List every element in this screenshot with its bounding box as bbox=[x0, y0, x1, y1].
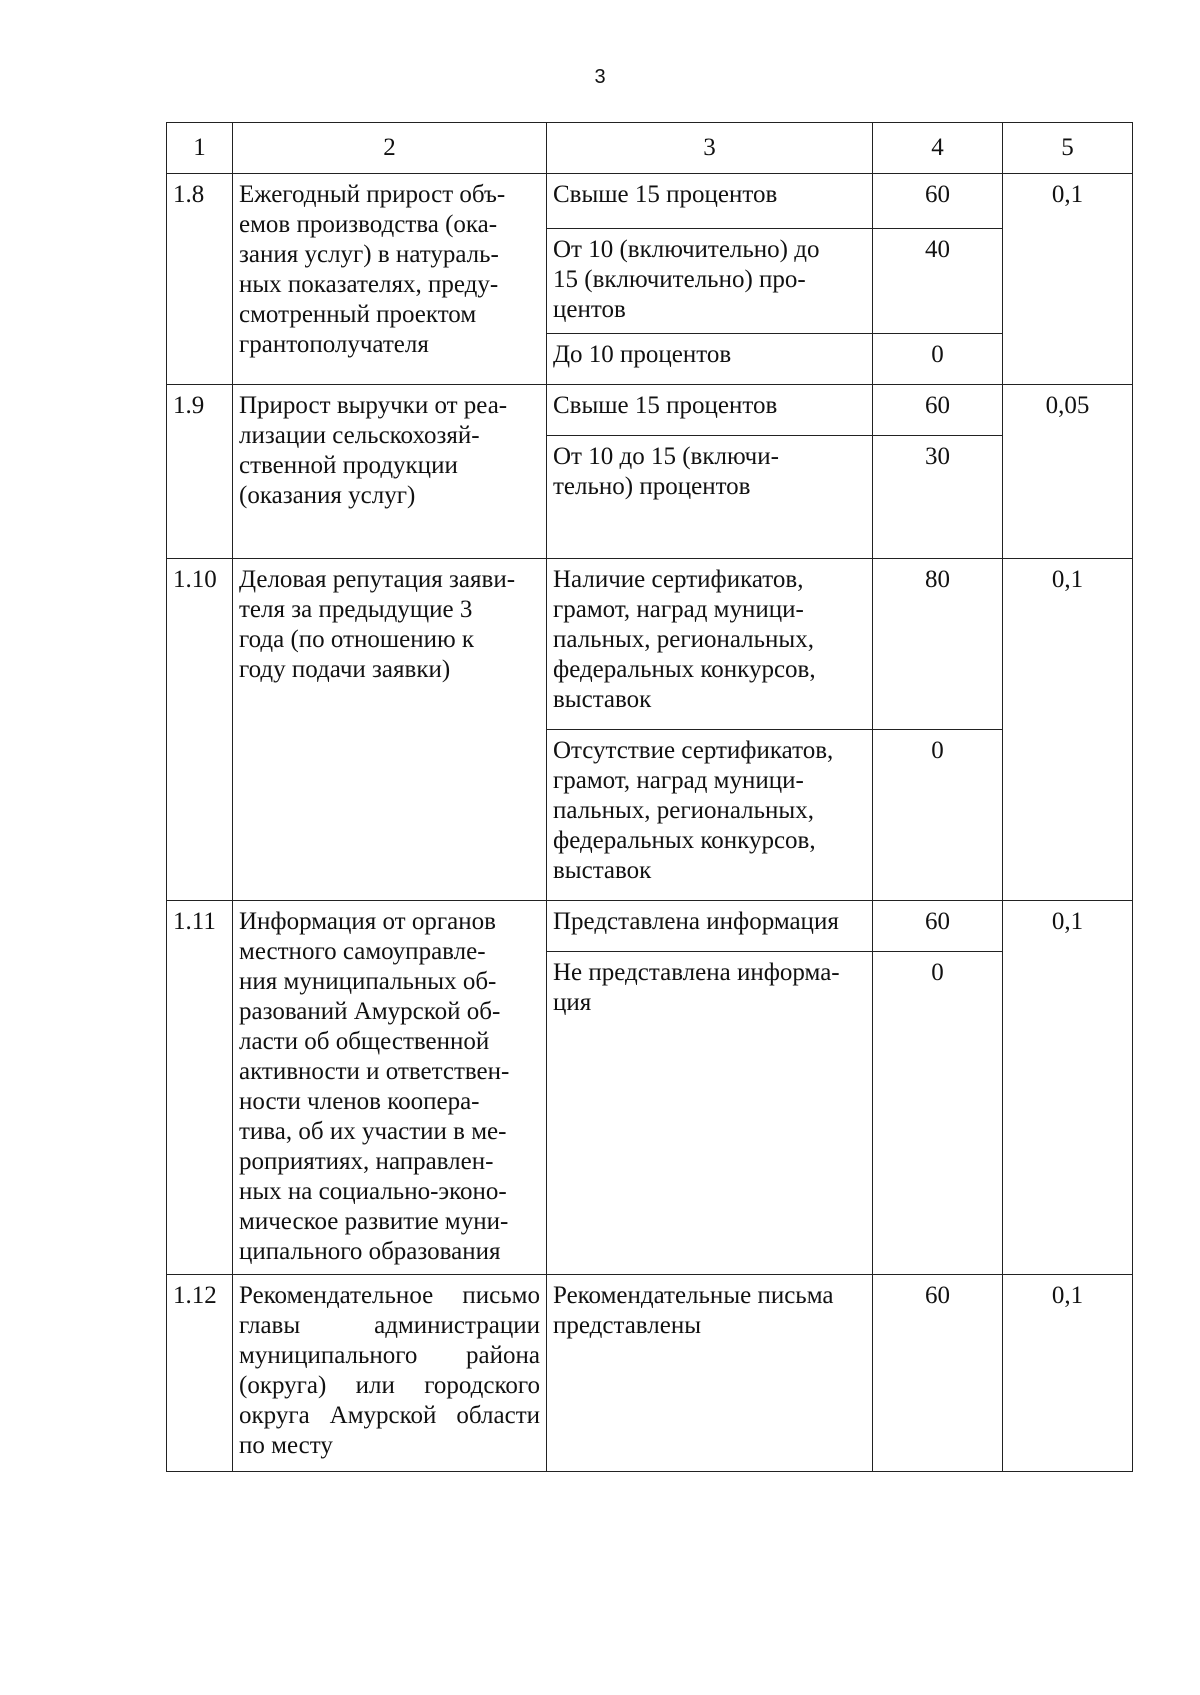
header-cell: 4 bbox=[873, 123, 1003, 174]
option-text: От 10 (включительно) до 15 (включительно) про- центов bbox=[547, 229, 873, 334]
table-row bbox=[167, 385, 1133, 436]
criterion-text: Деловая репутация заяви- теля за предыдущие 3 года (по отношению к году подачи заявки) bbox=[233, 559, 547, 901]
option-score: 60 bbox=[873, 901, 1003, 952]
row-number: 1.12 bbox=[167, 1275, 233, 1472]
criteria-table bbox=[166, 122, 1133, 1472]
row-number: 1.9 bbox=[167, 385, 233, 559]
option-text: Свыше 15 процентов bbox=[547, 385, 873, 436]
option-score: 0 bbox=[873, 334, 1003, 385]
table-row bbox=[167, 559, 1133, 730]
option-text: Наличие сертификатов, грамот, наград муници- пальных, региональных, федеральных конкурсов, выставок bbox=[547, 559, 873, 730]
option-score: 30 bbox=[873, 436, 1003, 559]
criterion-text: Прирост выручки от реа- лизации сельскохозяй- ственной продукции (оказания услуг) bbox=[233, 385, 547, 559]
option-text: Не представлена информа- ция bbox=[547, 952, 873, 1275]
criterion-weight: 0,1 bbox=[1003, 901, 1133, 1275]
criterion-weight: 0,1 bbox=[1003, 1275, 1133, 1472]
criterion-weight: 0,1 bbox=[1003, 559, 1133, 901]
option-score: 80 bbox=[873, 559, 1003, 730]
option-score: 60 bbox=[873, 385, 1003, 436]
option-score: 60 bbox=[873, 174, 1003, 229]
option-text: Представлена информация bbox=[547, 901, 873, 952]
header-cell: 3 bbox=[547, 123, 873, 174]
table-row bbox=[167, 901, 1133, 952]
criterion-weight: 0,05 bbox=[1003, 385, 1133, 559]
option-text: Рекомендательные письма представлены bbox=[547, 1275, 873, 1472]
table-row bbox=[167, 174, 1133, 229]
row-number: 1.8 bbox=[167, 174, 233, 385]
option-text: Отсутствие сертификатов, грамот, наград муници- пальных, региональных, федеральных конкурсов, выставок bbox=[547, 730, 873, 901]
option-text: Свыше 15 процентов bbox=[547, 174, 873, 229]
header-cell: 5 bbox=[1003, 123, 1133, 174]
criterion-text: Рекомендательное письмо главы администрации муниципального района (округа) или городского округа Амурской области по месту bbox=[233, 1275, 547, 1472]
criterion-text: Ежегодный прирост объ- емов производства (ока- зания услуг) в натураль- ных показателях, преду- смотренный проектом грантополучателя bbox=[233, 174, 547, 385]
row-number: 1.11 bbox=[167, 901, 233, 1275]
header-cell: 1 bbox=[167, 123, 233, 174]
option-score: 0 bbox=[873, 952, 1003, 1275]
header-row bbox=[167, 123, 1133, 174]
option-text: От 10 до 15 (включи- тельно) процентов bbox=[547, 436, 873, 559]
table-row bbox=[167, 1275, 1133, 1472]
option-score: 0 bbox=[873, 730, 1003, 901]
option-text: До 10 процентов bbox=[547, 334, 873, 385]
criterion-weight: 0,1 bbox=[1003, 174, 1133, 385]
header-cell: 2 bbox=[233, 123, 547, 174]
row-number: 1.10 bbox=[167, 559, 233, 901]
page-number: 3 bbox=[594, 66, 606, 88]
criterion-text: Информация от органов местного самоуправле- ния муниципальных об- разований Амурской об- ласти об общественной активности и ответствен- ности членов коопера- тива, об их участии в ме- роприятиях, направлен- ных на социально-эконо- мическое развитие муни- ципального образования bbox=[233, 901, 547, 1275]
option-score: 60 bbox=[873, 1275, 1003, 1472]
option-score: 40 bbox=[873, 229, 1003, 334]
